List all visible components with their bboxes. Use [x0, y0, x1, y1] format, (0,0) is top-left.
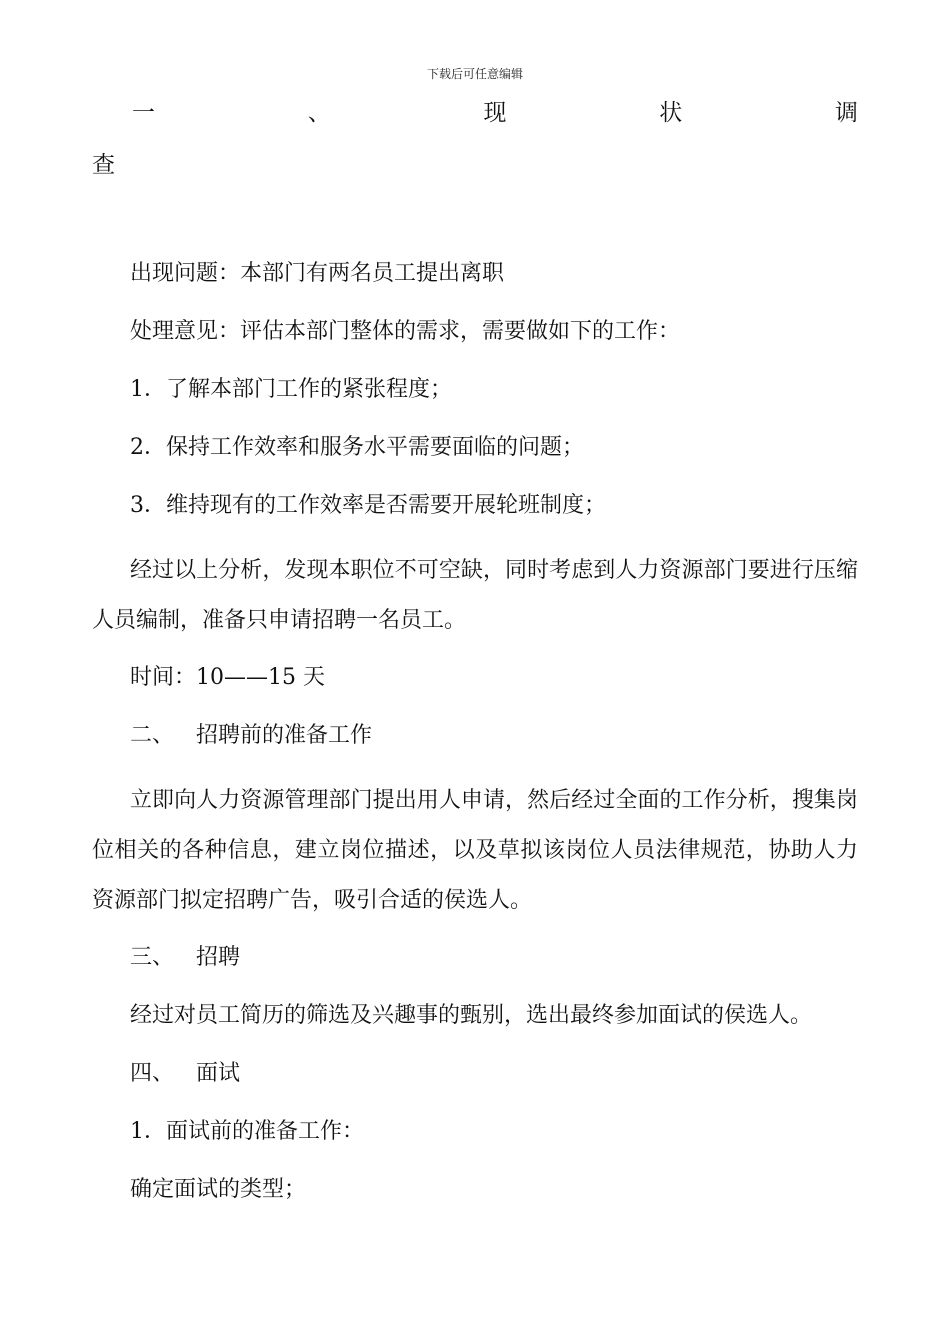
section-2-number: 二、 [130, 723, 175, 748]
section-3-heading [92, 940, 858, 976]
section-4-title: 面试 [196, 1061, 241, 1086]
interview-type-paragraph: 确定面试的类型； [130, 1177, 307, 1202]
heading-char: 一 [132, 100, 155, 126]
page-header-note: 下载后可任意编辑 [426, 67, 523, 81]
section-1-heading-tail: 查 [92, 152, 115, 178]
interview-list-item-1: 1．面试前的准备工作： [130, 1119, 364, 1144]
section-4-number: 四、 [130, 1061, 175, 1086]
time-paragraph: 时间：10——15 天 [130, 665, 325, 690]
heading-char: 状 [659, 100, 683, 126]
opinion-paragraph: 处理意见：评估本部门整体的需求，需要做如下的工作： [130, 319, 681, 344]
heading-char: 现 [483, 100, 507, 126]
list-item-1: 1．了解本部门工作的紧张程度； [130, 377, 452, 402]
heading-char: 、 [307, 100, 331, 126]
section-3-number: 三、 [130, 945, 175, 970]
analysis-paragraph: 经过以上分析，发现本职位不可空缺，同时考虑到人力资源部门要进行压缩人员编制，准备只申请招聘一名员工。 [92, 558, 858, 633]
document-body [92, 256, 858, 1208]
list-item-2: 2．保持工作效率和服务水平需要面临的问题； [130, 435, 584, 460]
list-item-3: 3．维持现有的工作效率是否需要开展轮班制度； [130, 493, 606, 518]
heading-char: 调 [835, 100, 858, 126]
section-3-title: 招聘 [196, 945, 241, 970]
section-2-heading [92, 718, 858, 754]
recruitment-paragraph: 经过对员工简历的筛选及兴趣事的甄别，选出最终参加面试的侯选人。 [130, 1003, 813, 1028]
section-1-heading [132, 98, 858, 128]
section-2-title: 招聘前的准备工作 [196, 723, 373, 748]
problem-paragraph: 出现问题：本部门有两名员工提出离职 [130, 261, 505, 286]
preparation-paragraph: 立即向人力资源管理部门提出用人申请，然后经过全面的工作分析，搜集岗位相关的各种信息，建立岗位描述，以及草拟该岗位人员法律规范，协助人力资源部门拟定招聘广告，吸引合适的侯选人。 [92, 788, 858, 913]
section-4-heading [92, 1056, 858, 1092]
